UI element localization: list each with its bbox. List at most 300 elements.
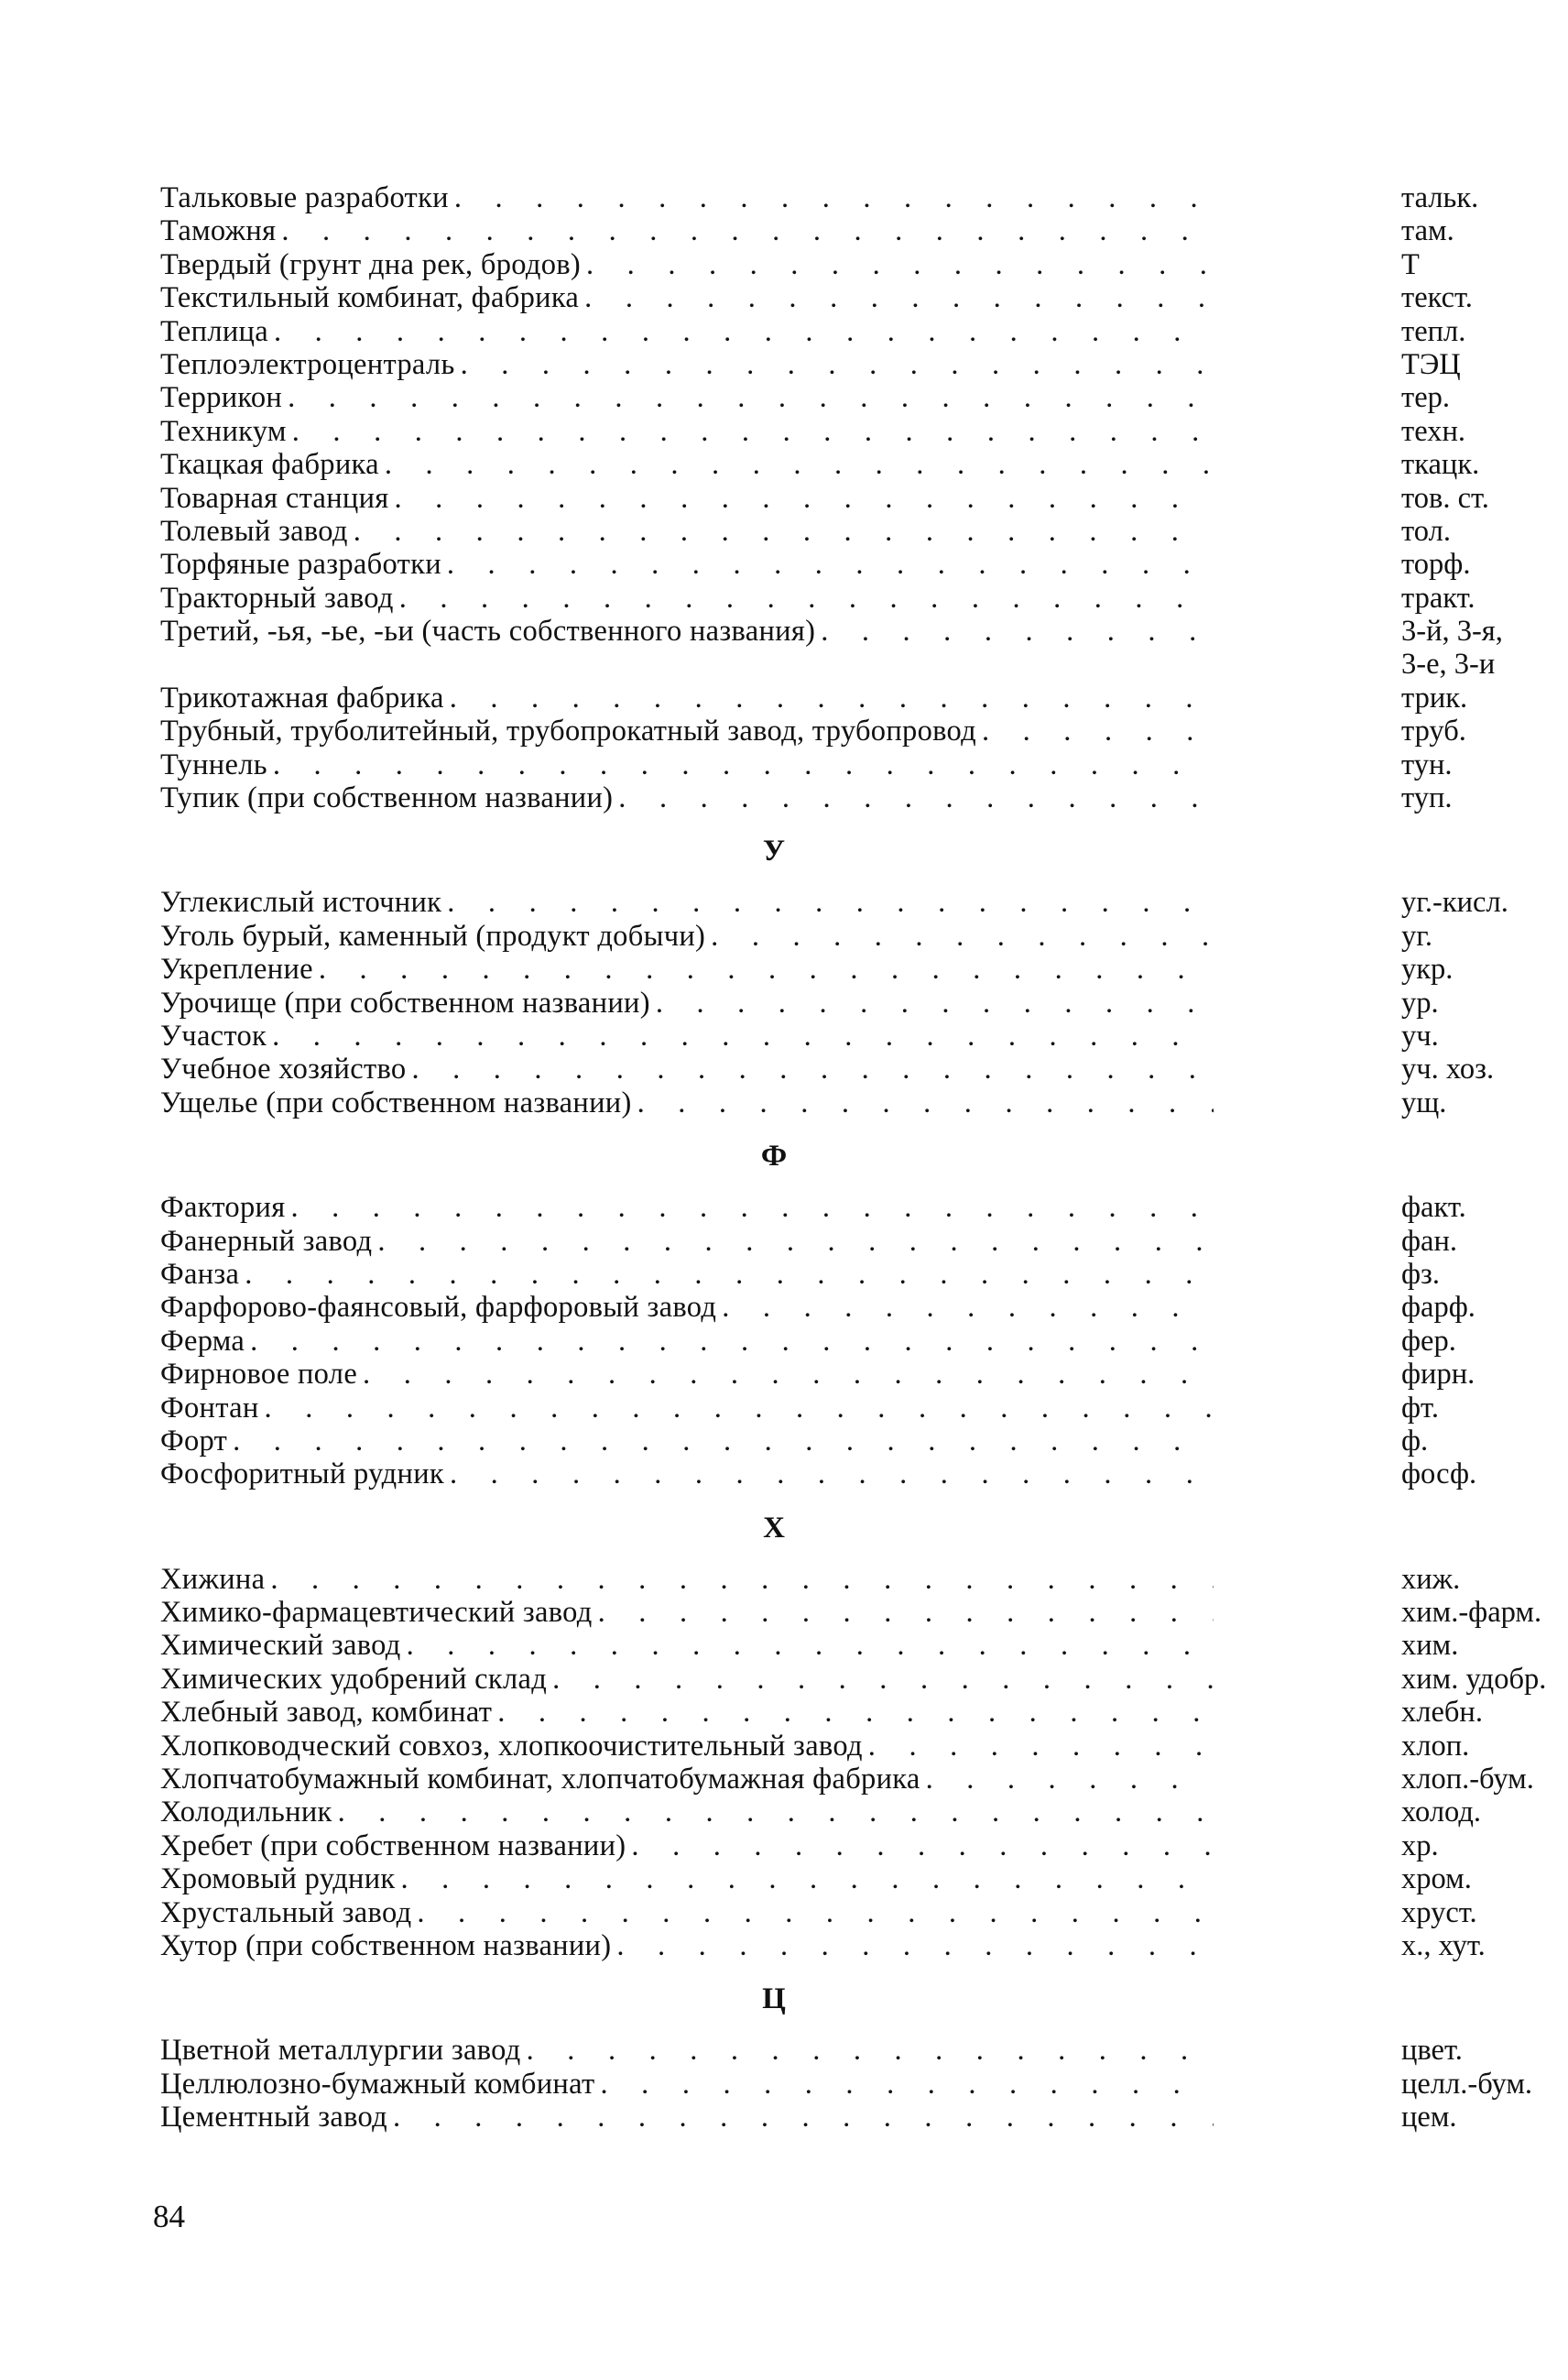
entry-term-cell: [160, 1663, 1241, 1696]
entry-term: Теплоэлектроцентраль: [160, 347, 455, 381]
entry-term-cell: [160, 615, 1241, 648]
entry-abbreviation: [1241, 1796, 1568, 1829]
entry-row: [160, 1895, 1477, 1929]
entry-row: [160, 1291, 1475, 1325]
entry-abbreviation: [1241, 715, 1568, 748]
abbreviation-line: фарф.: [1401, 1291, 1475, 1325]
abbreviation-line: тракт.: [1401, 581, 1475, 615]
abbreviation-line: хим.: [1401, 1629, 1459, 1663]
entry-term: Товарная станция: [160, 481, 389, 515]
dot-leader: [450, 1457, 1214, 1490]
entry-term: Целлюлозно-бумажный комбинат: [160, 2067, 595, 2101]
abbreviation-line: 3-е, 3-и: [1401, 648, 1496, 682]
dot-leader: [290, 1191, 1214, 1224]
entry-row: [160, 214, 1454, 248]
section-letter-heading: Ц: [762, 1982, 786, 2016]
entry-row: [160, 2067, 1533, 2101]
entry-term: Цветной металлургии завод: [160, 2034, 521, 2068]
dot-leader: [527, 2034, 1214, 2067]
entry-term: Фактория: [160, 1191, 286, 1225]
entry-term: Ферма: [160, 1324, 245, 1358]
entry-term-cell: [160, 1225, 1241, 1258]
dot-leader: [711, 920, 1214, 953]
entry-row: [160, 381, 1451, 415]
entry-abbreviation: [1241, 1862, 1568, 1895]
entry-row: [160, 886, 1508, 920]
abbreviation-line: тун.: [1401, 748, 1453, 781]
entry-row: [160, 1862, 1472, 1896]
entry-abbreviation: [1241, 448, 1568, 481]
dot-leader: [233, 1425, 1214, 1457]
abbreviation-line: цем.: [1401, 2101, 1457, 2134]
entry-abbreviation: [1241, 1086, 1568, 1119]
dot-leader: [354, 515, 1214, 548]
entry-row: [160, 448, 1480, 482]
entry-term: Фарфорово-фаянсовый, фарфоровый завод: [160, 1291, 717, 1325]
dot-leader: [393, 2101, 1214, 2134]
dot-leader: [868, 1730, 1214, 1763]
entry-row: [160, 1053, 1495, 1086]
entry-term: Хлебный завод, комбинат: [160, 1696, 493, 1730]
entry-row: [160, 681, 1468, 715]
dot-leader: [270, 1563, 1214, 1596]
entry-term-cell: [160, 1829, 1241, 1862]
dot-leader: [450, 682, 1214, 715]
entry-row: [160, 1763, 1534, 1796]
entry-row: [160, 2101, 1457, 2134]
abbreviation-line: ткацк.: [1401, 448, 1480, 482]
entry-term: Толевый завод: [160, 514, 348, 548]
entry-term: Теплица: [160, 314, 268, 348]
entry-abbreviation: [1241, 1291, 1568, 1324]
entry-row: [160, 953, 1454, 987]
dot-leader: [338, 1796, 1214, 1829]
entry-term: Форт: [160, 1424, 228, 1457]
entry-term-cell: [160, 1086, 1241, 1119]
abbreviation-line: труб.: [1401, 715, 1466, 748]
entry-term-cell: [160, 1392, 1241, 1425]
dot-leader: [926, 1763, 1214, 1796]
dot-leader: [319, 953, 1214, 986]
abbreviation-line: хим. удобр.: [1401, 1662, 1547, 1696]
abbreviation-line: туп.: [1401, 781, 1453, 815]
entry-abbreviation: [1241, 1258, 1568, 1291]
dot-leader: [447, 886, 1214, 919]
entry-term-cell: [160, 781, 1241, 814]
dot-leader: [447, 548, 1214, 581]
entry-row: [160, 715, 1466, 748]
entry-term: Хутор (при собственном названии): [160, 1928, 612, 1962]
entry-row: [160, 281, 1473, 315]
entry-abbreviation: [1241, 1425, 1568, 1457]
dot-leader: [292, 415, 1214, 448]
entry-abbreviation: [1241, 1020, 1568, 1053]
entry-abbreviation: [1241, 615, 1568, 682]
entry-abbreviation: [1241, 781, 1568, 814]
abbreviation-line: хром.: [1401, 1862, 1472, 1896]
entry-term-cell: [160, 281, 1241, 314]
section-letter-heading: Ф: [760, 1140, 788, 1174]
entry-term-cell: [160, 1425, 1241, 1457]
entry-abbreviation: [1241, 1596, 1568, 1629]
abbreviation-line: фт.: [1401, 1391, 1439, 1425]
abbreviation-line: уч. хоз.: [1401, 1053, 1495, 1086]
entry-row: [160, 1086, 1447, 1119]
entry-row: [160, 1224, 1458, 1258]
entry-term-cell: [160, 1763, 1241, 1796]
entry-abbreviation: [1241, 1457, 1568, 1490]
dot-leader: [395, 482, 1214, 515]
entry-abbreviation: [1241, 582, 1568, 615]
entry-abbreviation: [1241, 1563, 1568, 1596]
entry-term: Твердый (грунт дна рек, бродов): [160, 247, 582, 281]
abbreviation-line: х., хут.: [1401, 1928, 1486, 1962]
abbreviation-line: уг.-кисл.: [1401, 886, 1508, 920]
dot-leader: [399, 582, 1214, 615]
abbreviation-line: техн.: [1401, 414, 1465, 448]
entry-abbreviation: [1241, 920, 1568, 953]
entry-term-cell: [160, 2101, 1241, 2134]
entry-row: [160, 514, 1451, 548]
entry-term: Трикотажная фабрика: [160, 681, 444, 715]
abbreviation-line: 3-й, 3-я,: [1401, 615, 1503, 649]
dot-leader: [265, 1392, 1214, 1425]
entry-abbreviation: [1241, 181, 1568, 214]
entry-term: Участок: [160, 1020, 267, 1053]
entry-row: [160, 1257, 1441, 1291]
entry-term-cell: [160, 748, 1241, 781]
entry-row: [160, 1191, 1466, 1225]
entry-term: Техникум: [160, 414, 287, 448]
entry-term: Химический завод: [160, 1629, 401, 1663]
abbreviation-line: текст.: [1401, 281, 1473, 315]
abbreviation-line: укр.: [1401, 953, 1454, 987]
entry-abbreviation: [1241, 415, 1568, 448]
entry-term: Ткацкая фабрика: [160, 448, 379, 482]
abbreviation-line: фирн.: [1401, 1358, 1475, 1392]
entry-term: Трубный, труболитейный, трубопрокатный завод, трубопровод: [160, 715, 976, 748]
entry-abbreviation: [1241, 214, 1568, 247]
entry-row: [160, 615, 1503, 682]
section-letter-heading: У: [762, 835, 786, 868]
dot-leader: [821, 615, 1214, 648]
entry-row: [160, 986, 1439, 1020]
entry-row: [160, 1829, 1439, 1862]
abbreviation-line: ТЭЦ: [1401, 347, 1461, 381]
entry-abbreviation: [1241, 1730, 1568, 1763]
abbreviation-line: тепл.: [1401, 314, 1466, 348]
entry-term: Хлопководческий совхоз, хлопкоочистительный завод: [160, 1729, 863, 1763]
abbreviation-line: Т: [1401, 247, 1420, 281]
entry-term-cell: [160, 1862, 1241, 1895]
entry-abbreviation: [1241, 2068, 1568, 2101]
page-number: 84: [153, 2199, 185, 2234]
abbreviation-line: хлоп.-бум.: [1401, 1763, 1534, 1796]
abbreviation-line: хим.-фарм.: [1401, 1596, 1542, 1630]
entry-term-cell: [160, 448, 1241, 481]
entry-abbreviation: [1241, 1663, 1568, 1696]
entry-term-cell: [160, 1291, 1241, 1324]
entry-abbreviation: [1241, 886, 1568, 919]
abbreviation-line: хр.: [1401, 1829, 1439, 1862]
dot-leader: [274, 315, 1214, 348]
dot-leader: [598, 1596, 1214, 1629]
entry-abbreviation: [1241, 2034, 1568, 2067]
entry-term-cell: [160, 348, 1241, 381]
dot-leader: [552, 1663, 1214, 1696]
entry-term: Фанза: [160, 1257, 240, 1291]
entry-abbreviation: [1241, 1829, 1568, 1862]
abbreviation-line: уч.: [1401, 1020, 1439, 1053]
entry-abbreviation: [1241, 1225, 1568, 1258]
entry-abbreviation: [1241, 1392, 1568, 1425]
abbreviation-line: торф.: [1401, 548, 1471, 582]
entry-term-cell: [160, 715, 1241, 748]
entry-abbreviation: [1241, 348, 1568, 381]
entry-term: Ущелье (при собственном названии): [160, 1086, 632, 1119]
entry-row: [160, 1391, 1439, 1425]
entry-abbreviation: [1241, 315, 1568, 348]
dot-leader: [454, 181, 1214, 214]
entry-term-cell: [160, 1596, 1241, 1629]
entry-term: Химических удобрений склад: [160, 1662, 548, 1696]
entry-term-cell: [160, 1457, 1241, 1490]
entry-term: Холодильник: [160, 1796, 332, 1829]
entry-row: [160, 581, 1475, 615]
abbreviation-line: фер.: [1401, 1324, 1456, 1358]
entry-term: Хрустальный завод: [160, 1895, 412, 1929]
entry-term: Хромовый рудник: [160, 1862, 396, 1896]
dot-leader: [417, 1896, 1214, 1929]
entry-term-cell: [160, 214, 1241, 247]
dot-leader: [616, 1929, 1214, 1962]
entry-term-cell: [160, 1730, 1241, 1763]
entry-term-cell: [160, 1629, 1241, 1662]
entry-term-cell: [160, 1896, 1241, 1929]
dot-leader: [982, 715, 1214, 748]
entry-term-cell: [160, 548, 1241, 581]
abbreviation-line: ущ.: [1401, 1086, 1447, 1119]
entry-row: [160, 1358, 1475, 1392]
entry-term: Учебное хозяйство: [160, 1053, 407, 1086]
entry-row: [160, 414, 1465, 448]
entry-abbreviation: [1241, 381, 1568, 414]
entry-row: [160, 181, 1479, 214]
entry-term-cell: [160, 886, 1241, 919]
abbreviation-line: уг.: [1401, 919, 1433, 953]
dot-leader: [250, 1325, 1214, 1358]
entry-abbreviation: [1241, 1629, 1568, 1662]
entry-row: [160, 1020, 1439, 1053]
dot-leader: [497, 1696, 1214, 1729]
entry-term-cell: [160, 920, 1241, 953]
abbreviation-line: хруст.: [1401, 1895, 1477, 1929]
entry-term: Фирновое поле: [160, 1358, 358, 1392]
entry-term-cell: [160, 181, 1241, 214]
entry-abbreviation: [1241, 748, 1568, 781]
entry-term-cell: [160, 2034, 1241, 2067]
entry-abbreviation: [1241, 1191, 1568, 1224]
abbreviation-line: фз.: [1401, 1257, 1441, 1291]
entry-row: [160, 1729, 1470, 1763]
entry-row: [160, 781, 1453, 815]
abbreviation-line: тов. ст.: [1401, 481, 1489, 515]
entry-term-cell: [160, 381, 1241, 414]
dot-leader: [245, 1258, 1214, 1291]
entry-abbreviation: [1241, 548, 1568, 581]
entry-abbreviation: [1241, 953, 1568, 986]
dot-leader: [407, 1629, 1214, 1662]
entry-row: [160, 748, 1453, 781]
abbreviation-line: тер.: [1401, 381, 1451, 415]
entry-row: [160, 314, 1466, 348]
entry-term: Углекислый источник: [160, 886, 442, 920]
dot-leader: [631, 1829, 1214, 1862]
abbreviation-line: там.: [1401, 214, 1454, 248]
dot-leader: [461, 348, 1214, 381]
entry-term-cell: [160, 1696, 1241, 1729]
entry-term: Фосфоритный рудник: [160, 1457, 444, 1491]
entry-term: Торфяные разработки: [160, 548, 441, 582]
entry-row: [160, 481, 1489, 515]
entry-row: [160, 1662, 1547, 1696]
entry-row: [160, 1424, 1429, 1457]
entry-term: Террикон: [160, 381, 283, 415]
entry-term-cell: [160, 1053, 1241, 1086]
entry-row: [160, 1796, 1482, 1829]
entry-term-cell: [160, 2068, 1241, 2101]
entry-term: Фонтан: [160, 1391, 259, 1425]
entry-abbreviation: [1241, 987, 1568, 1020]
entry-term-cell: [160, 248, 1241, 281]
entry-term: Текстильный комбинат, фабрика: [160, 281, 580, 315]
entry-term: Уголь бурый, каменный (продукт добычи): [160, 919, 706, 953]
entry-term: Укрепление: [160, 953, 313, 987]
entry-abbreviation: [1241, 682, 1568, 715]
entry-term: Тальковые разработки: [160, 181, 449, 214]
entry-abbreviation: [1241, 1053, 1568, 1086]
entry-row: [160, 1562, 1461, 1596]
entry-term-cell: [160, 1563, 1241, 1596]
entry-abbreviation: [1241, 248, 1568, 281]
entry-term-cell: [160, 1358, 1241, 1391]
entry-term-cell: [160, 582, 1241, 615]
dot-leader: [411, 1053, 1214, 1086]
entry-row: [160, 1324, 1456, 1358]
abbreviation-line: хлоп.: [1401, 1729, 1470, 1763]
abbreviation-line: трик.: [1401, 681, 1468, 715]
entry-term-cell: [160, 987, 1241, 1020]
entry-row: [160, 2034, 1463, 2068]
dot-leader: [363, 1358, 1214, 1391]
entry-term: Таможня: [160, 214, 277, 248]
abbreviation-line: фан.: [1401, 1224, 1458, 1258]
entry-row: [160, 1457, 1477, 1491]
dot-leader: [272, 1020, 1214, 1053]
entry-abbreviation: [1241, 281, 1568, 314]
entry-row: [160, 548, 1471, 582]
entry-term-cell: [160, 1325, 1241, 1358]
entry-row: [160, 1629, 1459, 1663]
dot-leader: [584, 281, 1214, 314]
abbreviation-list: [160, 181, 1547, 2134]
dot-leader: [385, 448, 1214, 481]
entry-term-cell: [160, 1191, 1241, 1224]
dot-leader: [722, 1291, 1214, 1324]
abbreviation-line: холод.: [1401, 1796, 1482, 1829]
abbreviation-line: цвет.: [1401, 2034, 1463, 2068]
abbreviation-line: фосф.: [1401, 1457, 1477, 1491]
entry-term-cell: [160, 1929, 1241, 1962]
entry-abbreviation: [1241, 482, 1568, 515]
entry-term-cell: [160, 315, 1241, 348]
entry-term-cell: [160, 515, 1241, 548]
entry-term-cell: [160, 1796, 1241, 1829]
abbreviation-line: факт.: [1401, 1191, 1466, 1225]
entry-row: [160, 1596, 1542, 1630]
section-letter-heading: Х: [763, 1511, 785, 1545]
entry-term-cell: [160, 953, 1241, 986]
entry-abbreviation: [1241, 1763, 1568, 1796]
entry-term: Туннель: [160, 748, 267, 781]
entry-term: Урочище (при собственном названии): [160, 986, 650, 1020]
entry-term: Тракторный завод: [160, 581, 394, 615]
entry-term: Хлопчатобумажный комбинат, хлопчатобумажная фабрика: [160, 1763, 920, 1796]
dot-leader: [377, 1225, 1214, 1258]
entry-term: Третий, -ья, -ье, -ьи (часть собственного названия): [160, 615, 816, 649]
dot-leader: [401, 1862, 1214, 1895]
entry-term-cell: [160, 415, 1241, 448]
entry-abbreviation: [1241, 1896, 1568, 1929]
entry-term-cell: [160, 482, 1241, 515]
entry-row: [160, 248, 1424, 281]
dot-leader: [601, 2068, 1214, 2101]
entry-abbreviation: [1241, 2101, 1568, 2134]
entry-term: Фанерный завод: [160, 1224, 373, 1258]
entry-abbreviation: [1241, 515, 1568, 548]
abbreviation-line: хлебн.: [1401, 1696, 1483, 1730]
entry-term-cell: [160, 1020, 1241, 1053]
abbreviation-line: целл.-бум.: [1401, 2067, 1533, 2101]
entry-term: Химико-фармацевтический завод: [160, 1596, 593, 1630]
entry-row: [160, 1696, 1483, 1730]
entry-row: [160, 1928, 1486, 1962]
entry-row: [160, 347, 1461, 381]
abbreviation-line: ур.: [1401, 986, 1439, 1020]
abbreviation-line: тальк.: [1401, 181, 1479, 214]
dot-leader: [586, 248, 1214, 281]
dot-leader: [273, 748, 1214, 781]
dot-leader: [656, 987, 1214, 1020]
entry-term: Хижина: [160, 1562, 266, 1596]
entry-abbreviation: [1241, 1358, 1568, 1391]
entry-row: [160, 919, 1433, 953]
abbreviation-line: ф.: [1401, 1424, 1429, 1457]
dot-leader: [618, 781, 1214, 814]
entry-term: Тупик (при собственном названии): [160, 781, 614, 815]
entry-term-cell: [160, 1258, 1241, 1291]
entry-abbreviation: [1241, 1929, 1568, 1962]
entry-term-cell: [160, 682, 1241, 715]
entry-term: Хребет (при собственном названии): [160, 1829, 626, 1862]
entry-term: Цементный завод: [160, 2101, 387, 2134]
entry-abbreviation: [1241, 1696, 1568, 1729]
abbreviation-line: тол.: [1401, 514, 1451, 548]
dot-leader: [288, 381, 1214, 414]
dot-leader: [637, 1086, 1214, 1119]
dot-leader: [281, 214, 1214, 247]
entry-abbreviation: [1241, 1325, 1568, 1358]
